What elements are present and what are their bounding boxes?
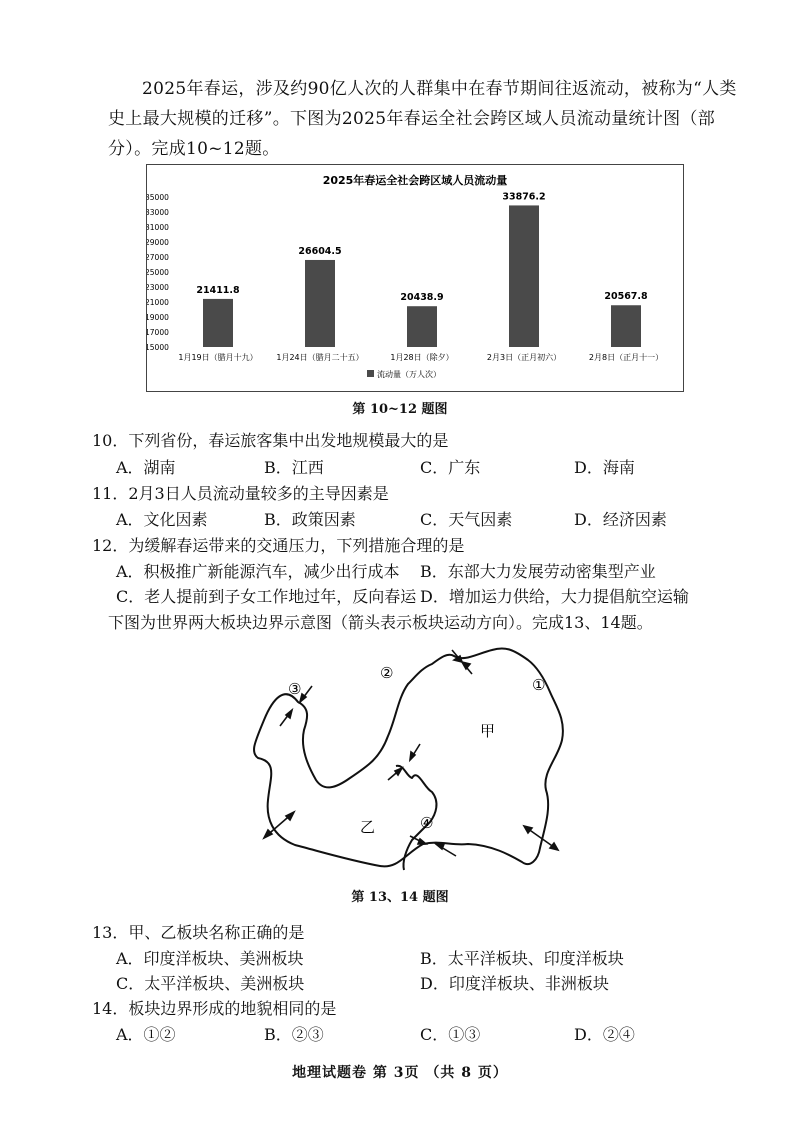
chart-title: 2025年春运全社会跨区域人员流动量	[322, 174, 508, 187]
bar-chart	[147, 165, 682, 390]
page-footer: 地理试题卷 第 3页 （共 8 页）	[292, 1065, 508, 1081]
plate-label-jia: 甲	[480, 722, 496, 740]
chart-caption: 第 10~12 题图	[352, 402, 448, 417]
data-label: 21411.8	[196, 284, 240, 296]
bar	[509, 205, 539, 347]
label-4: ④	[420, 814, 434, 832]
q12-option-a[interactable]: A．积极推广新能源汽车，减少出行成本	[116, 562, 400, 581]
q14-option-c[interactable]: C．①③	[420, 1025, 481, 1044]
bar	[203, 299, 233, 347]
data-label: 20438.9	[400, 292, 444, 304]
q12-stem: 12．为缓解春运带来的交通压力，下列措施合理的是	[92, 536, 465, 555]
q11-stem: 11．2月3日人员流动量较多的主导因素是	[92, 484, 389, 503]
plate-label-yi: 乙	[360, 818, 376, 836]
data-label: 20567.8	[604, 291, 648, 303]
label-3: ③	[288, 680, 302, 698]
y-tick-label: 25000	[147, 268, 169, 277]
q11-option-a[interactable]: A．文化因素	[116, 510, 208, 529]
q14-option-b[interactable]: B．②③	[264, 1025, 324, 1044]
q13-option-b[interactable]: B．太平洋板块、印度洋板块	[420, 949, 624, 968]
q10-option-a[interactable]: A．湖南	[116, 458, 176, 477]
q11-option-c[interactable]: C．天气因素	[420, 510, 513, 529]
q11-option-b[interactable]: B．政策因素	[264, 510, 356, 529]
q10-option-c[interactable]: C．广东	[420, 458, 481, 477]
y-tick-label: 23000	[147, 283, 169, 292]
q13-option-d[interactable]: D．印度洋板块、非洲板块	[420, 974, 609, 993]
legend-swatch	[367, 370, 374, 377]
x-tick-label: 1月28日（除夕）	[390, 353, 454, 362]
data-label: 33876.2	[502, 191, 546, 203]
x-tick-label: 1月19日（腊月十九）	[178, 353, 258, 362]
bar-chart-frame	[146, 164, 684, 392]
x-tick-label: 2月8日（正月十一）	[588, 353, 664, 362]
x-tick-label: 1月24日（腊月二十五）	[276, 353, 364, 362]
legend-label: 流动量（万人次）	[377, 370, 441, 379]
q11-option-d[interactable]: D．经济因素	[574, 510, 667, 529]
q10-option-d[interactable]: D．海南	[574, 458, 635, 477]
q14-option-d[interactable]: D．②④	[574, 1025, 635, 1044]
q12-option-b[interactable]: B．东部大力发展劳动密集型产业	[420, 562, 656, 581]
map-intro: 下图为世界两大板块边界示意图（箭头表示板块运动方向）。完成13、14题。	[108, 613, 653, 632]
bar	[611, 305, 641, 347]
q13-option-c[interactable]: C．太平洋板块、美洲板块	[116, 974, 305, 993]
y-tick-label: 17000	[147, 328, 169, 337]
y-tick-label: 21000	[147, 298, 169, 307]
intro-text: 2025年春运，涉及约90亿人次的人群集中在春节期间往返流动，被称为“人类史上最大规模的迁移”。下图为2025年春运全社会跨区域人员流动量统计图（部分）。完成10~12题。	[108, 79, 737, 159]
plate-boundary-map	[240, 640, 585, 885]
map-caption: 第 13、14 题图	[351, 890, 449, 905]
label-1: ①	[532, 676, 546, 694]
y-tick-label: 27000	[147, 253, 169, 262]
y-tick-label: 33000	[147, 208, 169, 217]
q14-option-a[interactable]: A．①②	[116, 1025, 176, 1044]
q12-option-d[interactable]: D．增加运力供给，大力提倡航空运输	[420, 587, 689, 606]
y-tick-label: 35000	[147, 193, 169, 202]
y-tick-label: 29000	[147, 238, 169, 247]
q10-option-b[interactable]: B．江西	[264, 458, 324, 477]
y-tick-label: 15000	[147, 343, 169, 352]
q14-stem: 14．板块边界形成的地貌相同的是	[92, 999, 337, 1018]
y-tick-label: 19000	[147, 313, 169, 322]
bar	[305, 260, 335, 347]
q12-option-c[interactable]: C．老人提前到子女工作地过年，反向春运	[116, 587, 417, 606]
q10-stem: 10．下列省份，春运旅客集中出发地规模最大的是	[92, 431, 449, 450]
label-2: ②	[380, 664, 394, 682]
data-label: 26604.5	[298, 245, 342, 257]
intro-paragraph	[108, 74, 744, 164]
q13-stem: 13．甲、乙板块名称正确的是	[92, 923, 305, 942]
x-tick-label: 2月3日（正月初六）	[486, 353, 562, 362]
q13-option-a[interactable]: A．印度洋板块、美洲板块	[116, 949, 304, 968]
y-tick-label: 31000	[147, 223, 169, 232]
bar	[407, 306, 437, 347]
